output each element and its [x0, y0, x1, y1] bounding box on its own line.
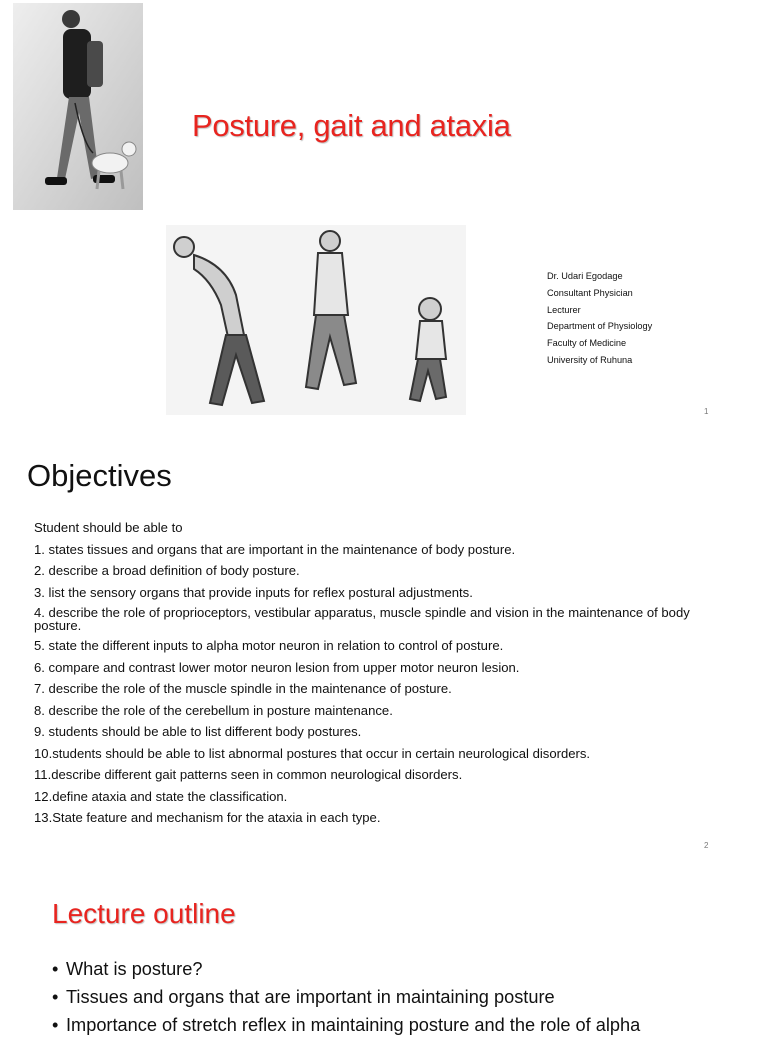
page-number: 2 [704, 841, 709, 850]
list-item [52, 955, 640, 983]
objectives-heading: Objectives [27, 458, 172, 493]
list-item: 6. compare and contrast lower motor neuron lesion from upper motor neuron lesion. [34, 659, 520, 675]
list-item: 4. describe the role of proprioceptors, vestibular apparatus, muscle spindle and vision in the maintenance of body posture. [34, 605, 690, 633]
list-item: 10.students should be able to list abnormal postures that occur in certain neurological disorders. [34, 745, 591, 761]
list-item: 3. list the sensory organs that provide inputs for reflex postural adjustments. [34, 584, 473, 600]
credit-line: University of Ruhuna [547, 354, 633, 365]
list-item [52, 1011, 640, 1039]
walking-man-with-dog-photo [13, 3, 143, 210]
objectives-list [34, 520, 734, 832]
outline-bullets [52, 955, 640, 1039]
bullet-icon: • [52, 959, 59, 979]
credit-line: Lecturer [547, 304, 581, 315]
objectives-intro: Student should be able to [34, 520, 183, 535]
list-item: 12.define ataxia and state the classification. [34, 788, 288, 804]
posture-sketch-illustration [166, 225, 466, 415]
slide-lecture-outline [0, 858, 768, 1035]
list-item: 8. describe the role of the cerebellum in posture maintenance. [34, 702, 393, 718]
list-item: 13.State feature and mechanism for the ataxia in each type. [34, 810, 381, 825]
slide-title [0, 0, 768, 430]
list-item [52, 983, 640, 1011]
list-item: 7. describe the role of the muscle spindle in the maintenance of posture. [34, 681, 452, 696]
credit-line: Faculty of Medicine [547, 338, 627, 349]
lecture-outline-heading: Lecture outline [52, 898, 236, 929]
bullet-icon: • [52, 1015, 59, 1035]
presentation-title: Posture, gait and ataxia [192, 108, 511, 143]
author-credits [547, 268, 652, 369]
list-item: 1. states tissues and organs that are important in the maintenance of body posture. [34, 541, 516, 557]
list-item: 5. state the different inputs to alpha motor neuron in relation to control of posture. [34, 638, 504, 653]
page-number: 1 [704, 407, 709, 416]
credit-line: Dr. Udari Egodage [547, 271, 623, 281]
list-item: 11.describe different gait patterns seen in common neurological disorders. [34, 767, 463, 782]
bullet-icon: • [52, 987, 59, 1007]
bullet-text: Importance of stretch reflex in maintaining posture and the role of alpha [66, 1015, 641, 1035]
slide-objectives [0, 432, 768, 856]
list-item: 9. students should be able to list different body postures. [34, 724, 362, 739]
list-item: 2. describe a broad definition of body posture. [34, 563, 300, 578]
credit-line: Consultant Physician [547, 287, 633, 298]
credit-line: Department of Physiology [547, 321, 653, 332]
bullet-text: Tissues and organs that are important in maintaining posture [66, 987, 555, 1007]
bullet-text: What is posture? [66, 959, 203, 979]
